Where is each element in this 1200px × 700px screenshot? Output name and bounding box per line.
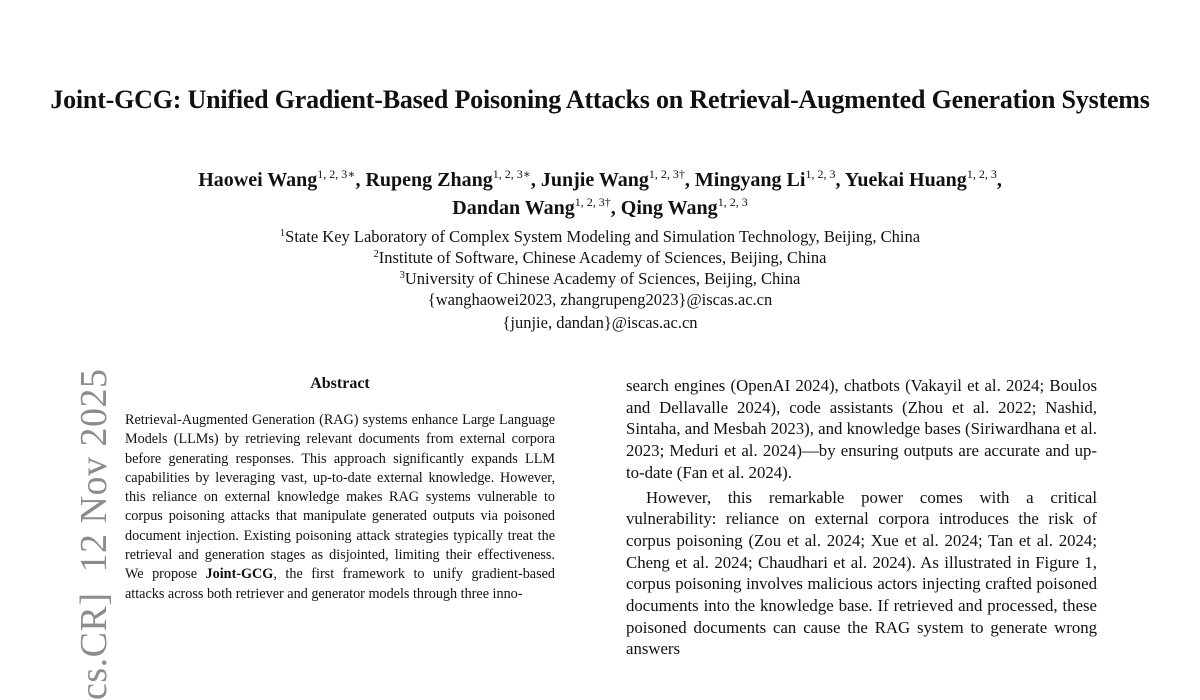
affiliation-3: $^3$University of Chinese Academy of Sciences, Beijing, China — [399, 269, 801, 288]
abstract-text: Retrieval-Augmented Generation (RAG) systems enhance Large Language Models (LLMs) by retrieving relevant documents from external corpora before generating responses. This approach significantly expands LLM capabilities by leveraging vast, up-to-date external knowledge. However, this reliance on external knowledge makes RAG systems vulnerable to corpus poisoning attacks that manipulate generated outputs via poisoned document injection. Existing poisoning attack strategies typically treat the retrieval and generation stages as disjointed, limiting their effectiveness. We propose Joint-GCG, the first framework to unify gradient-based attacks across both retriever and generator models through three inno- — [125, 412, 556, 602]
introduction-column — [626, 375, 1097, 660]
author: Mingyang Li$^{1, 2, 3}$, — [694, 167, 845, 191]
paper-title: Joint-GCG: Unified Gradient-Based Poisoning Attacks on Retrieval-Augmented Generation Systems — [50, 85, 1150, 114]
email-line-2: {junjie, dandan}@iscas.ac.cn — [502, 313, 698, 332]
arxiv-side-stamp: cs.CR] 12 Nov 2025 — [73, 368, 115, 700]
author: Junjie Wang$^{1, 2, 3\dagger}$, — [540, 167, 695, 191]
author: Dandan Wang$^{1, 2, 3\dagger}$, — [452, 195, 621, 219]
author: Rupeng Zhang$^{1, 2, 3∗}$, — [365, 167, 541, 191]
abstract-heading: Abstract — [310, 375, 370, 392]
framework-name: Joint-GCG — [205, 566, 274, 583]
author-list — [0, 166, 1200, 222]
author: Yuekai Huang$^{1, 2, 3}$, — [844, 167, 1002, 191]
author: Qing Wang$^{1, 2, 3}$ — [620, 195, 748, 219]
email-line-1: {wanghaowei2023, zhangrupeng2023}@iscas.ac.cn — [427, 290, 773, 309]
affiliation-2: $^2$Institute of Software, Chinese Academy of Sciences, Beijing, China — [373, 248, 827, 267]
intro-paragraph-2: However, this remarkable power comes with a critical vulnerability: reliance on external corpora introduces the risk of corpus poisoning (Zou et al. 2024; Xue et al. 2024; Tan et al. 2024; Cheng et al. 2024; Chaudhari et al. 2024). As illustrated in Figure 1, corpus poisoning involves malicious actors injecting crafted poisoned documents into the knowledge base. If retrieved and processed, these poisoned documents can cause the RAG system to generate wrong answers — [626, 487, 1097, 659]
intro-paragraph-1: search engines (OpenAI 2024), chatbots (Vakayil et al. 2024; Boulos and Dellavalle 2024), code assistants (Zhou et al. 2022; Nashid, Sintaha, and Mesbah 2023), and knowledge bases (Siriwardhana et al. 2023; Meduri et al. 2024)—by ensuring outputs are accurate and up-to-date (Fan et al. 2024). — [626, 376, 1097, 482]
affiliation-1: $^1$State Key Laboratory of Complex System Modeling and Simulation Technology, Beijing, China — [279, 227, 921, 246]
author: Haowei Wang$^{1, 2, 3∗}$, — [198, 167, 366, 191]
